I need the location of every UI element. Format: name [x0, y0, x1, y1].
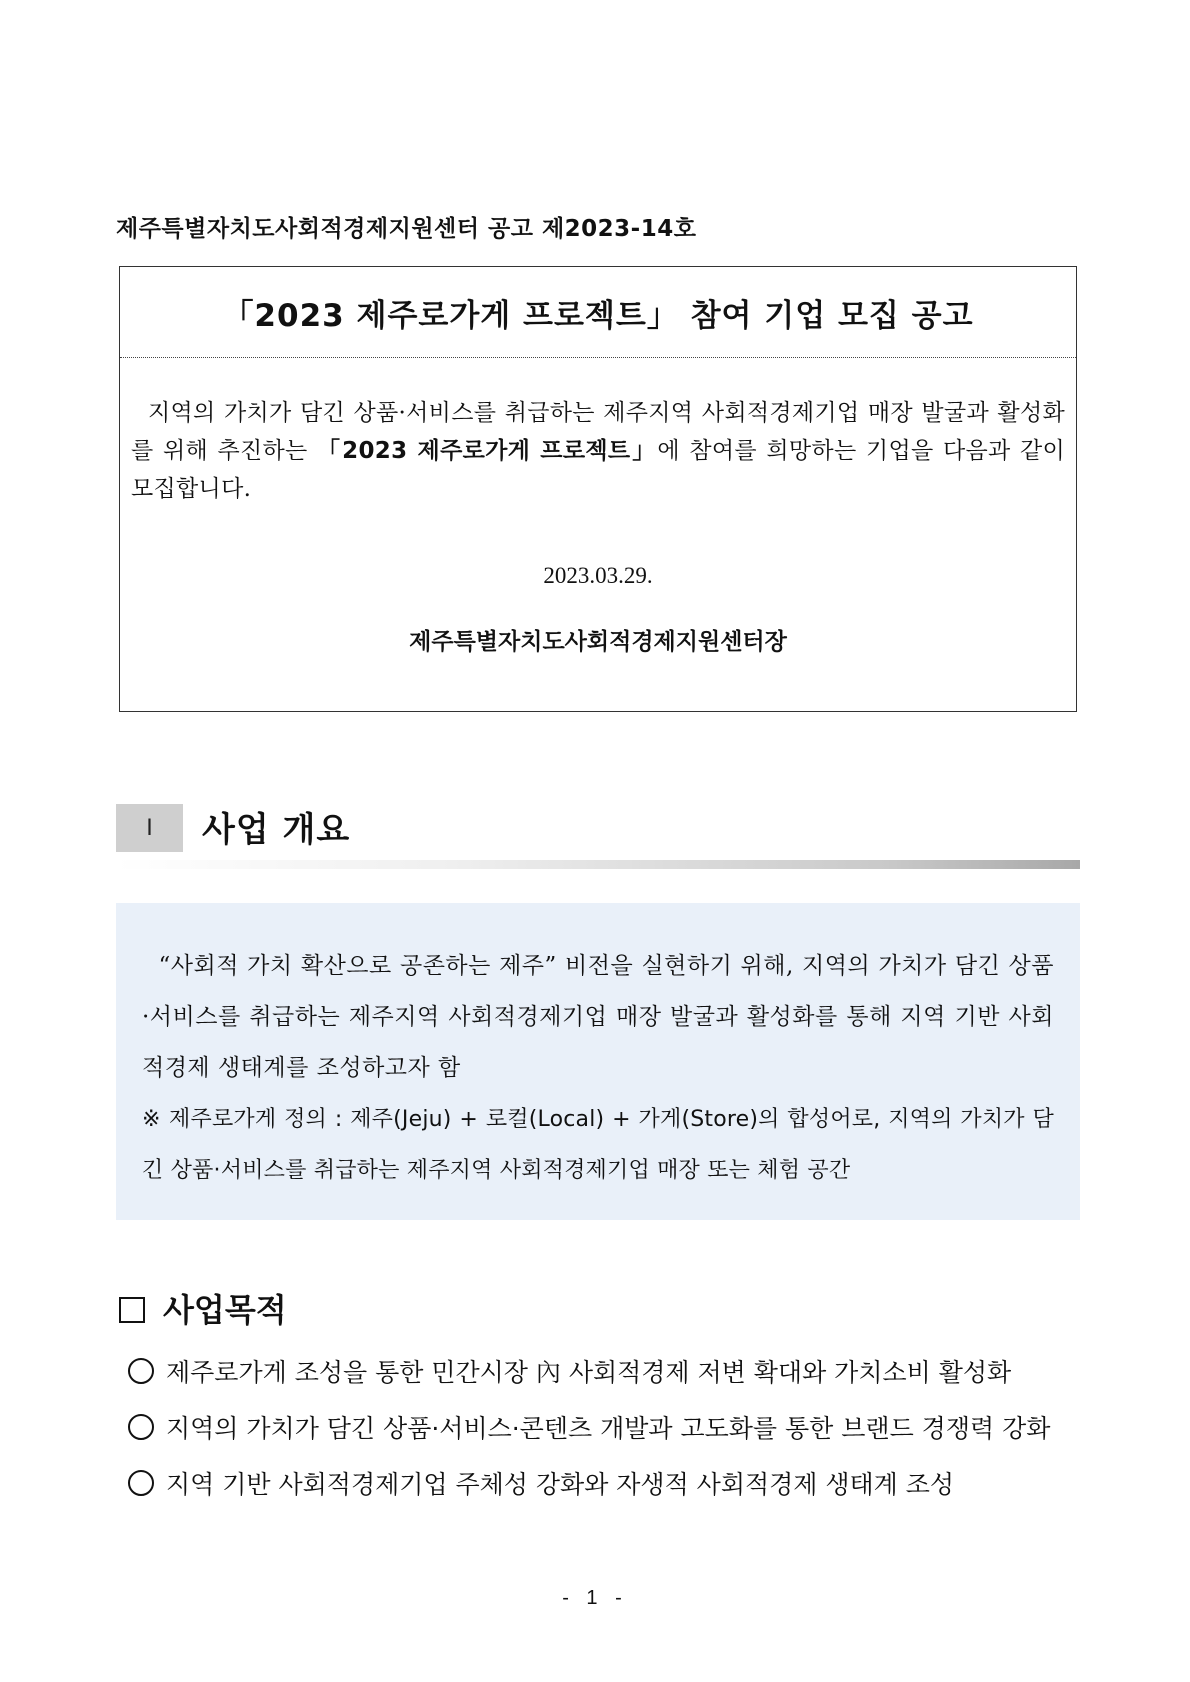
square-bullet-icon: [119, 1297, 145, 1323]
notice-box: [119, 266, 1077, 712]
purpose-item-text: 제주로가게 조성을 통한 민간시장 內 사회적경제 저변 확대와 가치소비 활성화: [166, 1358, 1012, 1387]
page-number: - 1 -: [562, 1587, 628, 1609]
circle-bullet-icon: [128, 1358, 154, 1384]
purpose-title: [116, 1287, 1086, 1333]
notice-body: [131, 394, 1065, 508]
notice-body-part2: 에 참여를 희망하는 기업을 다음과 같이 모집합니다.: [131, 438, 1066, 502]
list-item: [116, 1343, 1086, 1399]
notice-number: 제주특별자치도사회적경제지원센터 공고 제2023-14호: [116, 216, 697, 242]
purpose-item-text: 지역의 가치가 담긴 상품·서비스·콘텐츠 개발과 고도화를 통한 브랜드 경쟁력 강화: [166, 1414, 1051, 1443]
purpose-item-text: 지역 기반 사회적경제기업 주체성 강화와 자생적 사회적경제 생태계 조성: [166, 1470, 955, 1499]
notice-title: 「2023 제주로가게 프로젝트」 참여 기업 모집 공고: [120, 267, 1076, 358]
notice-issuer: 제주특별자치도사회적경제지원센터장: [409, 629, 787, 655]
overview-box: [116, 903, 1080, 1220]
list-item: [116, 1399, 1086, 1455]
section-header-overview: [116, 804, 1080, 870]
purpose-list: [116, 1343, 1086, 1511]
purpose-title-text: 사업목적: [163, 1291, 287, 1329]
overview-text-content: “사회적 가치 확산으로 공존하는 제주” 비전을 실현하기 위해, 지역의 가치가 담긴 상품·서비스를 취급하는 제주지역 사회적경제기업 매장 발굴과 활성화를 통해 지역 기반 사회적경제 생태계를 조성하고자 함: [142, 953, 1054, 1081]
circle-bullet-icon: [128, 1414, 154, 1440]
notice-date: 2023.03.29.: [543, 563, 653, 588]
notice-body-project: 「2023 제주로가게 프로젝트」: [317, 438, 658, 464]
overview-text: [142, 941, 1054, 1094]
section-underline: [116, 860, 1080, 869]
circle-bullet-icon: [128, 1470, 154, 1496]
purpose-section: [116, 1287, 1086, 1511]
overview-definition-note: ※ 제주로가게 정의 : 제주(Jeju) + 로컬(Local) + 가게(Store)의 합성어로, 지역의 가치가 담긴 상품·서비스를 취급하는 제주지역 사회적경제기업 매장 또는 체험 공간: [142, 1107, 1054, 1183]
list-item: [116, 1455, 1086, 1511]
section-title: 사업 개요: [202, 810, 351, 850]
notice-body-part1: 지역의 가치가 담긴 상품·서비스를 취급하는 제주지역 사회적경제기업 매장 발굴과 활성화를 위해 추진하는: [131, 400, 1065, 464]
section-number: Ⅰ: [116, 804, 183, 852]
